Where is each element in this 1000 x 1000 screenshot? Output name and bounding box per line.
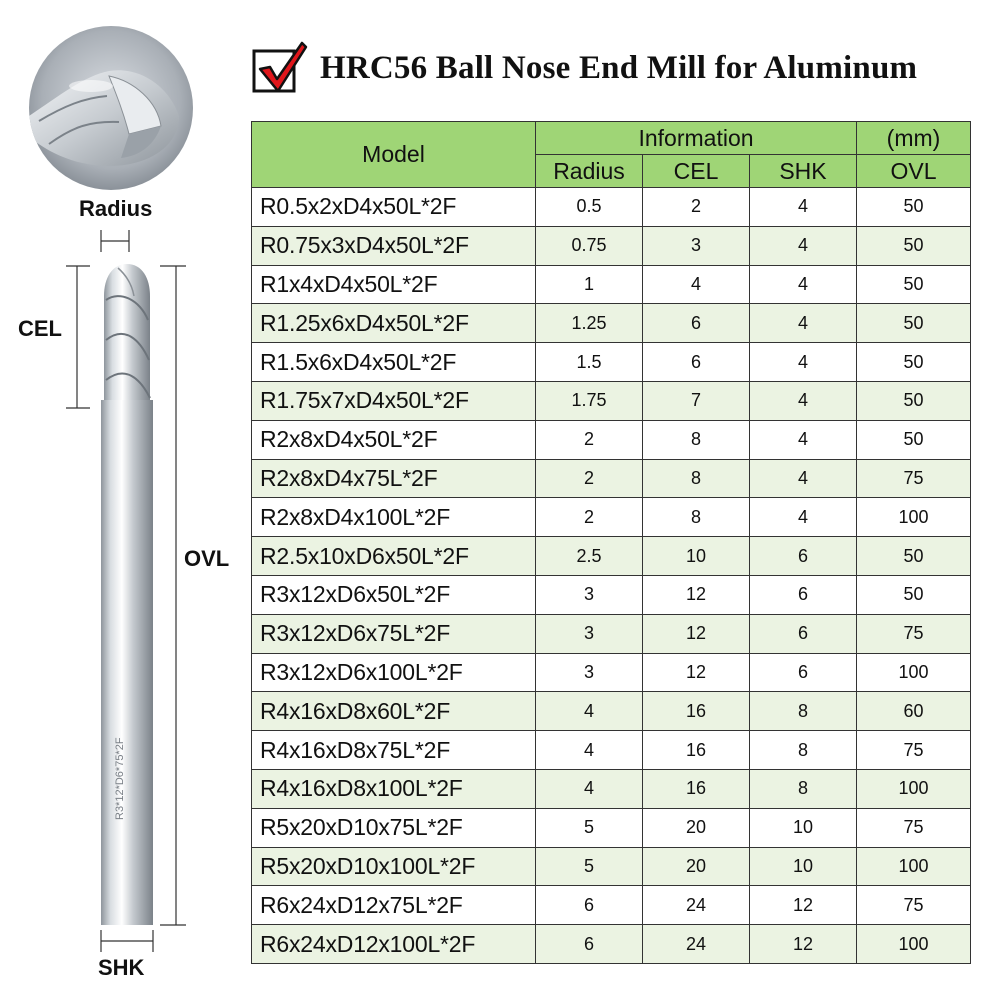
shk-cell: 4 [750, 188, 857, 227]
table-row [252, 226, 971, 265]
table-row [252, 653, 971, 692]
table-row [252, 847, 971, 886]
radius-cell: 3 [536, 575, 643, 614]
ovl-cell: 50 [857, 381, 971, 420]
table-row [252, 420, 971, 459]
shk-cell: 4 [750, 381, 857, 420]
table-row [252, 188, 971, 227]
table-row [252, 925, 971, 964]
cel-cell: 12 [643, 575, 750, 614]
radius-cell: 5 [536, 808, 643, 847]
radius-cell: 3 [536, 653, 643, 692]
page-title: HRC56 Ball Nose End Mill for Aluminum [320, 49, 918, 86]
cel-cell: 4 [643, 265, 750, 304]
table-row [252, 381, 971, 420]
radius-cell: 5 [536, 847, 643, 886]
model-cell: R6x24xD12x75L*2F [252, 886, 536, 925]
table-body [252, 188, 971, 964]
radius-cell: 0.5 [536, 188, 643, 227]
cel-cell: 16 [643, 692, 750, 731]
ovl-cell: 100 [857, 769, 971, 808]
ovl-cell: 50 [857, 343, 971, 382]
table-row [252, 537, 971, 576]
ovl-cell: 75 [857, 886, 971, 925]
cel-cell: 8 [643, 459, 750, 498]
shk-label: SHK [98, 955, 145, 980]
cel-header: CEL [643, 155, 750, 188]
shank-marking: R3*12*D6*75*2F [114, 737, 126, 820]
shk-cell: 4 [750, 498, 857, 537]
cel-cell: 20 [643, 847, 750, 886]
shk-cell: 4 [750, 459, 857, 498]
table-row [252, 731, 971, 770]
model-cell: R1.25x6xD4x50L*2F [252, 304, 536, 343]
ovl-cell: 100 [857, 653, 971, 692]
cel-cell: 6 [643, 304, 750, 343]
model-cell: R3x12xD6x50L*2F [252, 575, 536, 614]
ovl-cell: 75 [857, 614, 971, 653]
model-cell: R6x24xD12x100L*2F [252, 925, 536, 964]
ovl-cell: 50 [857, 226, 971, 265]
model-cell: R3x12xD6x75L*2F [252, 614, 536, 653]
radius-cell: 6 [536, 886, 643, 925]
shk-cell: 6 [750, 614, 857, 653]
model-cell: R1.5x6xD4x50L*2F [252, 343, 536, 382]
model-cell: R0.75x3xD4x50L*2F [252, 226, 536, 265]
cel-cell: 8 [643, 498, 750, 537]
shk-cell: 8 [750, 769, 857, 808]
radius-cell: 1 [536, 265, 643, 304]
model-cell: R1x4xD4x50L*2F [252, 265, 536, 304]
model-cell: R3x12xD6x100L*2F [252, 653, 536, 692]
model-cell: R2x8xD4x100L*2F [252, 498, 536, 537]
table-row [252, 343, 971, 382]
shk-cell: 6 [750, 537, 857, 576]
shk-cell: 4 [750, 420, 857, 459]
shk-cell: 6 [750, 575, 857, 614]
checkmark-icon [250, 39, 308, 97]
radius-cell: 6 [536, 925, 643, 964]
table-row [252, 498, 971, 537]
ovl-cell: 75 [857, 808, 971, 847]
unit-header: (mm) [857, 122, 971, 155]
model-cell: R4x16xD8x60L*2F [252, 692, 536, 731]
radius-label: Radius [79, 196, 153, 221]
model-cell: R2x8xD4x50L*2F [252, 420, 536, 459]
table-row [252, 808, 971, 847]
radius-header: Radius [536, 155, 643, 188]
radius-cell: 4 [536, 731, 643, 770]
cel-cell: 12 [643, 653, 750, 692]
table-row [252, 769, 971, 808]
radius-cell: 2 [536, 498, 643, 537]
cel-cell: 10 [643, 537, 750, 576]
ovl-cell: 50 [857, 537, 971, 576]
model-cell: R5x20xD10x100L*2F [252, 847, 536, 886]
radius-cell: 4 [536, 692, 643, 731]
model-cell: R5x20xD10x75L*2F [252, 808, 536, 847]
end-mill-drawing [0, 0, 250, 1000]
ovl-cell: 50 [857, 575, 971, 614]
table-row [252, 614, 971, 653]
ovl-cell: 50 [857, 304, 971, 343]
shk-header: SHK [750, 155, 857, 188]
information-header: Information [536, 122, 857, 155]
table-row [252, 265, 971, 304]
radius-cell: 1.25 [536, 304, 643, 343]
table-row [252, 692, 971, 731]
cel-cell: 12 [643, 614, 750, 653]
cel-cell: 16 [643, 769, 750, 808]
model-header: Model [252, 122, 536, 188]
ovl-cell: 50 [857, 188, 971, 227]
cel-cell: 20 [643, 808, 750, 847]
ovl-label: OVL [184, 546, 230, 571]
radius-cell: 3 [536, 614, 643, 653]
ovl-cell: 100 [857, 847, 971, 886]
ovl-cell: 50 [857, 420, 971, 459]
shk-cell: 4 [750, 265, 857, 304]
shk-cell: 4 [750, 343, 857, 382]
model-cell: R1.75x7xD4x50L*2F [252, 381, 536, 420]
cel-label: CEL [18, 316, 62, 341]
cel-cell: 7 [643, 381, 750, 420]
ovl-cell: 100 [857, 498, 971, 537]
radius-cell: 1.5 [536, 343, 643, 382]
table-row [252, 459, 971, 498]
shk-cell: 4 [750, 226, 857, 265]
shk-cell: 12 [750, 886, 857, 925]
cel-cell: 6 [643, 343, 750, 382]
model-cell: R2.5x10xD6x50L*2F [252, 537, 536, 576]
ovl-cell: 75 [857, 731, 971, 770]
cel-cell: 24 [643, 886, 750, 925]
shk-cell: 12 [750, 925, 857, 964]
ovl-cell: 75 [857, 459, 971, 498]
radius-cell: 2.5 [536, 537, 643, 576]
model-cell: R4x16xD8x75L*2F [252, 731, 536, 770]
radius-cell: 2 [536, 459, 643, 498]
ovl-cell: 60 [857, 692, 971, 731]
shk-cell: 6 [750, 653, 857, 692]
table-row [252, 304, 971, 343]
shk-cell: 10 [750, 808, 857, 847]
cel-cell: 2 [643, 188, 750, 227]
radius-cell: 0.75 [536, 226, 643, 265]
radius-cell: 1.75 [536, 381, 643, 420]
shk-cell: 4 [750, 304, 857, 343]
cel-cell: 24 [643, 925, 750, 964]
shk-cell: 8 [750, 692, 857, 731]
radius-cell: 2 [536, 420, 643, 459]
table-row [252, 575, 971, 614]
cel-cell: 16 [643, 731, 750, 770]
shk-cell: 10 [750, 847, 857, 886]
title-bar [250, 36, 917, 100]
table-row [252, 886, 971, 925]
cel-cell: 3 [643, 226, 750, 265]
cel-cell: 8 [643, 420, 750, 459]
ovl-cell: 100 [857, 925, 971, 964]
model-cell: R4x16xD8x100L*2F [252, 769, 536, 808]
radius-cell: 4 [536, 769, 643, 808]
specification-table [251, 121, 971, 964]
ovl-header: OVL [857, 155, 971, 188]
model-cell: R0.5x2xD4x50L*2F [252, 188, 536, 227]
ovl-cell: 50 [857, 265, 971, 304]
model-cell: R2x8xD4x75L*2F [252, 459, 536, 498]
shk-cell: 8 [750, 731, 857, 770]
